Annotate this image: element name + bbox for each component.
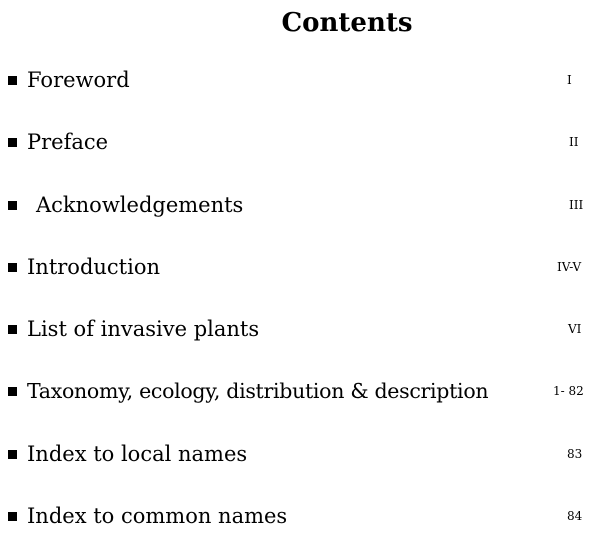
toc-entry-preface — [0, 124, 600, 186]
toc-entry-label: Index to common names — [27, 504, 288, 529]
bullet-icon — [8, 450, 17, 459]
toc-entry-introduction — [0, 249, 600, 311]
bullet-icon — [8, 512, 17, 521]
table-of-contents — [0, 62, 600, 560]
toc-entry-page: 1- 82 — [553, 384, 584, 399]
toc-entry-label: Taxonomy, ecology, distribution & description — [27, 379, 489, 404]
toc-entry-acknowledgements — [0, 187, 600, 249]
toc-entry-label: Index to local names — [27, 441, 248, 466]
bullet-icon — [8, 138, 17, 147]
toc-entry-list-of-invasive-plants — [0, 311, 600, 373]
toc-entry-label: Acknowledgements — [36, 192, 244, 217]
toc-entry-index-common-names — [0, 498, 600, 560]
toc-entry-page: 84 — [567, 509, 583, 524]
toc-entry-page: VI — [568, 322, 582, 337]
toc-entry-taxonomy — [0, 373, 600, 435]
bullet-icon — [8, 76, 17, 85]
bullet-icon — [8, 263, 17, 272]
toc-entry-page: III — [569, 197, 584, 212]
toc-entry-page: I — [567, 73, 572, 87]
bullet-icon — [8, 387, 17, 396]
toc-entry-label: Introduction — [27, 254, 160, 279]
toc-entry-page: II — [569, 135, 579, 150]
toc-entry-label: Foreword — [27, 68, 130, 92]
toc-entry-foreword — [0, 62, 600, 124]
toc-entry-label: List of invasive plants — [27, 317, 260, 342]
bullet-icon — [8, 325, 17, 334]
bullet-icon — [8, 201, 17, 210]
toc-entry-page: 83 — [567, 446, 583, 461]
page-title: Contents — [281, 8, 413, 38]
toc-entry-index-local-names — [0, 436, 600, 498]
toc-entry-label: Preface — [27, 130, 109, 155]
toc-entry-page: IV-V — [557, 259, 582, 274]
